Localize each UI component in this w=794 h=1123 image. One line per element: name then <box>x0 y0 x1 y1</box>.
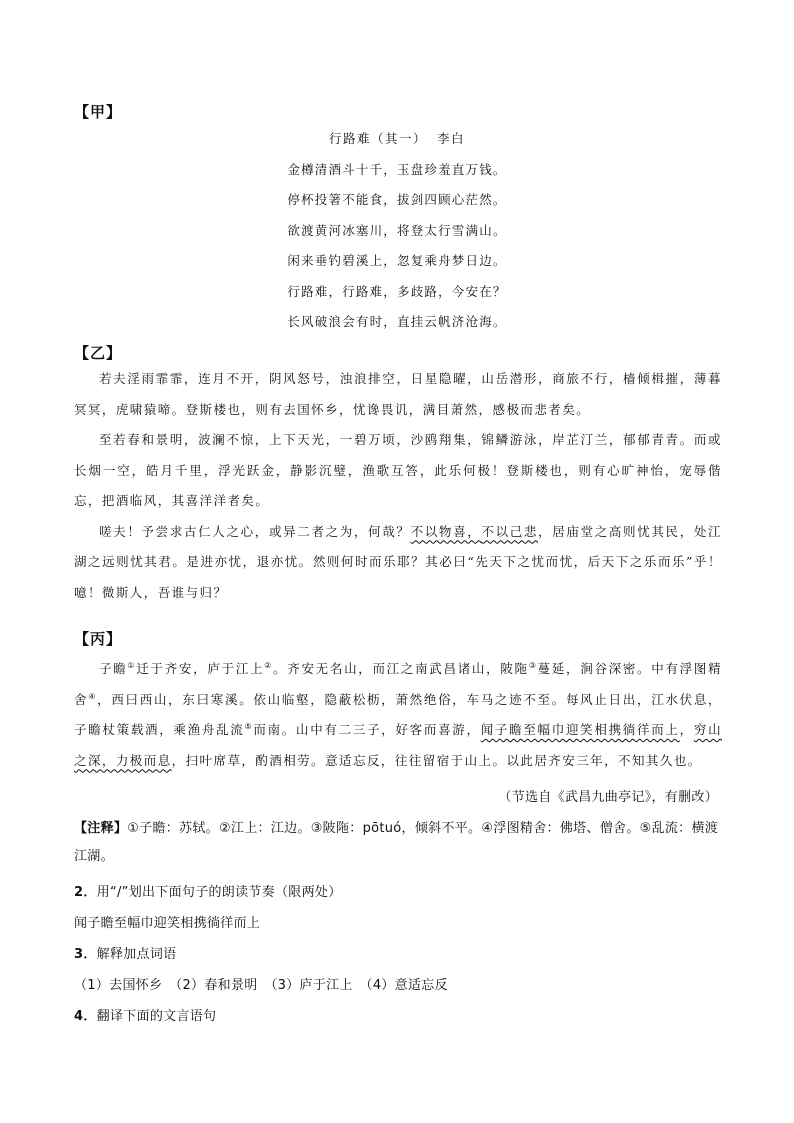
notes-block <box>74 815 724 871</box>
yi-paragraph-3 <box>74 517 722 609</box>
notes-label: 【注释】 <box>74 821 128 836</box>
footnote-mark: ④ <box>88 691 98 701</box>
section-label-yi: 【乙】 <box>74 344 123 362</box>
bing-passage <box>74 654 722 776</box>
question-text: 用“/”划出下面句子的朗读节奏（限两处） <box>96 885 342 900</box>
question-3-items: （1）去国怀乡 （2）春和景明 （3）庐于江上 （4）意适忘反 <box>74 978 448 993</box>
bing-underline-1: 闻子瞻至幅巾迎笑相携徜徉而上 <box>480 722 680 737</box>
section-label-jia: 【甲】 <box>74 103 123 121</box>
bing-paragraph <box>74 654 722 776</box>
question-2-sentence: 闻子瞻至幅巾迎笑相携徜徉而上 <box>74 916 261 931</box>
poem-line: 闲来垂钓碧溪上，忽复乘舟梦日边。 <box>287 253 507 268</box>
bing-text: ， <box>679 722 694 737</box>
section-label-bing: 【丙】 <box>74 630 123 648</box>
poem-block <box>200 124 594 338</box>
bing-text: ，西曰西山，东曰寒溪。依山临壑，隐蔽松枥，萧然绝俗，车马之迹不至。每风止日出，江水伏息，子瞻杖策载酒，乘渔舟乱流 <box>74 691 723 737</box>
question-number: 3． <box>74 947 97 962</box>
yi-paragraph-1: 若夫淫雨霏霏，连月不开，阴风怒号，浊浪排空，日星隐曜，山岳潜形，商旅不行，樯倾楫摧，薄暮冥冥，虎啸猿啼。登斯楼也，则有去国怀乡，忧谗畏讥，满目萧然，感极而悲者矣。 <box>74 371 722 417</box>
poem-title: 行路难（其一） <box>328 131 427 146</box>
footnote-mark: ① <box>127 660 137 670</box>
poem-line: 停杯投箸不能食，拔剑四顾心茫然。 <box>287 192 507 207</box>
question-2 <box>74 881 724 900</box>
footnote-mark: ② <box>264 660 274 670</box>
bing-text: ，扫叶席草，酌酒相劳。意适忘反，往往留宿于山上。以此居齐安三年，不知其久也。 <box>171 752 702 768</box>
poem-line: 金樽清酒斗十千，玉盘珍羞直万钱。 <box>287 161 507 177</box>
bing-text: 而南。山中有二三子，好客而喜游， <box>253 722 481 737</box>
bing-text: 子瞻 <box>99 661 128 676</box>
question-number: 2． <box>74 885 97 900</box>
question-number: 4． <box>74 1009 97 1024</box>
footnote-mark: ③ <box>528 660 538 670</box>
yi-passage <box>74 364 722 608</box>
notes-text: ①子瞻：苏轼。②江上：江边。③陂陁：pōtuó，倾斜不平。④浮图精舍：佛塔、僧舍。⑤乱流：横渡江湖。 <box>74 821 719 864</box>
yi-p3-underline-2: 不以己悲 <box>481 523 539 539</box>
poem-author: 李白 <box>437 131 466 146</box>
bing-underline-2: 穷山之深，力极而息 <box>74 722 723 768</box>
source-citation: （节选自《武昌九曲亭记》，有删改） <box>498 790 718 805</box>
bing-text: 蔓延，涧谷深密。中有浮图精舍 <box>74 661 723 707</box>
yi-p3-underline-1: 不以物喜， <box>410 523 482 539</box>
poem-line: 行路难，行路难，多歧路，今安在？ <box>287 283 507 299</box>
poem-line: 欲渡黄河冰塞川，将登太行雪满山。 <box>287 222 507 238</box>
yi-p3-text-b: ，居庙堂之高则忧其民，处江湖之远则忧其君。是进亦忧，退亦忧。然则何时而乐耶？其必曰“先天下之忧而忧，后天下之乐而乐”乎！噫！微斯人，吾谁与归？ <box>74 523 722 600</box>
question-text: 翻译下面的文言语句 <box>96 1009 217 1024</box>
footnote-mark: ⑤ <box>244 721 254 731</box>
bing-text: 迁于齐安，庐于江上 <box>136 661 265 676</box>
question-3 <box>74 943 724 962</box>
poem-title-line <box>200 124 594 155</box>
bing-text: 。齐安无名山，而江之南武昌诸山，陂陁 <box>273 661 529 676</box>
question-4 <box>74 1005 724 1024</box>
yi-paragraph-2: 至若春和景明，波澜不惊，上下天光，一碧万顷，沙鸥翔集，锦鳞游泳，岸芷汀兰，郁郁青青。而或长烟一空，皓月千里，浮光跃金，静影沉璧，渔歌互答，此乐何极！登斯楼也，则有心旷神怡，宠辱偕忘，把酒临风，其喜洋洋者矣。 <box>74 432 722 508</box>
yi-p3-text-a: 嗟夫！予尝求古仁人之心，或异二者之为，何哉？ <box>99 523 411 539</box>
poem-line: 长风破浪会有时，直挂云帆济沧海。 <box>287 314 507 329</box>
question-text: 解释加点词语 <box>96 947 177 962</box>
